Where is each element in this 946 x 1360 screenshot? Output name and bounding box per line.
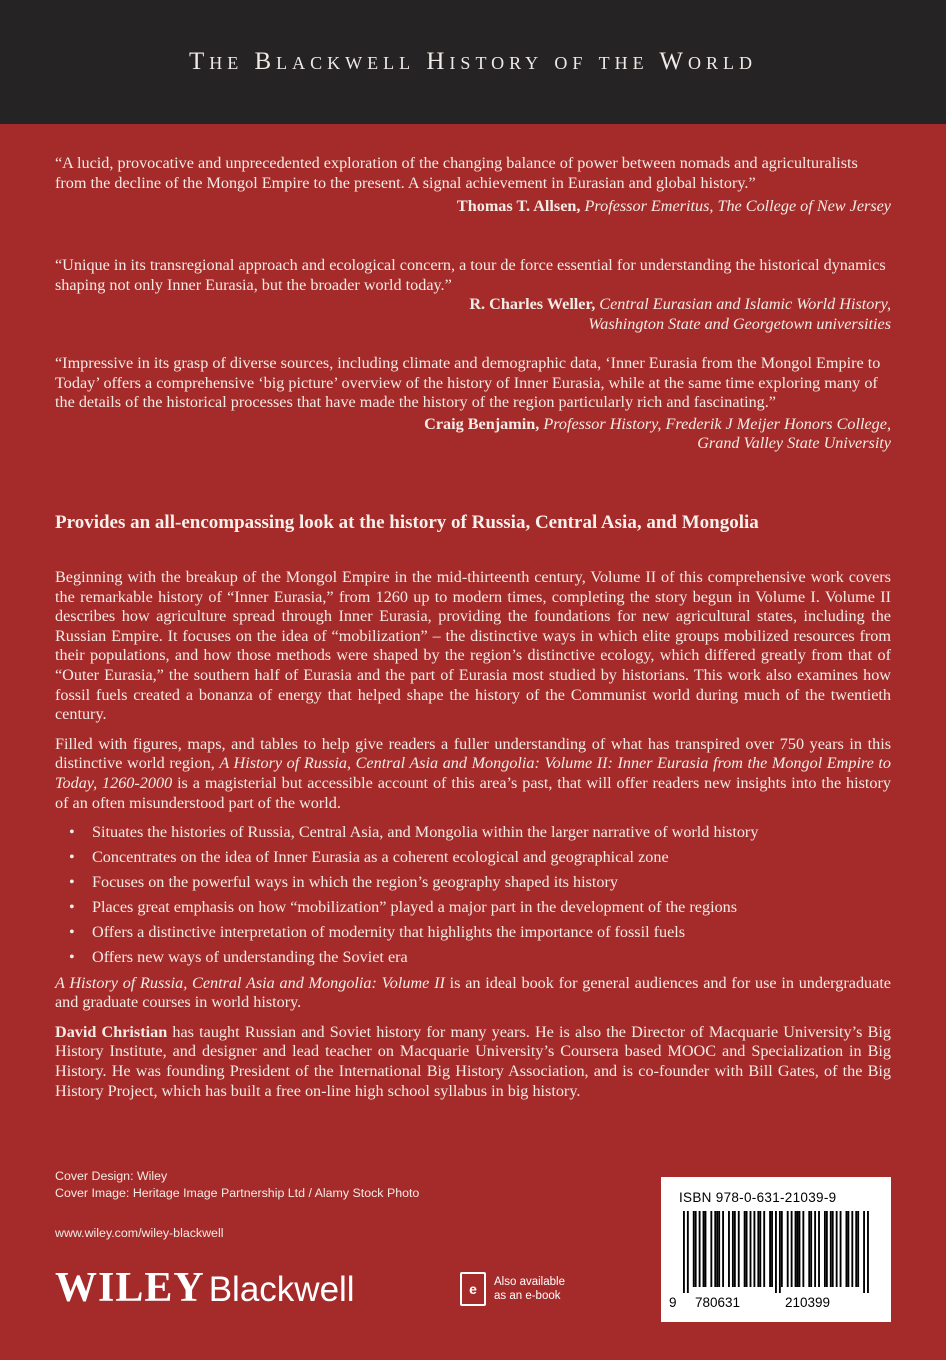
barcode-bar	[753, 1211, 755, 1287]
barcode-bar	[791, 1211, 793, 1287]
barcode-bar	[716, 1211, 718, 1287]
series-title: The Blackwell History of the World	[188, 48, 758, 75]
barcode-bar	[703, 1211, 705, 1287]
endorsement-2	[55, 256, 891, 334]
barcode-bar	[863, 1211, 865, 1293]
barcode-digit-first: 9	[669, 1295, 677, 1310]
barcode-bar	[851, 1211, 853, 1287]
ebook-icon: e	[460, 1272, 486, 1306]
series-banner	[0, 0, 946, 124]
barcode-bar	[687, 1211, 689, 1293]
endorser-role: Professor Emeritus, The College of New Jersey	[584, 197, 891, 216]
barcode-bar	[771, 1211, 773, 1287]
author-name: David Christian	[55, 1022, 168, 1041]
barcode-bar	[732, 1211, 734, 1287]
wiley-blackwell-logo	[55, 1264, 355, 1312]
barcode-bar	[738, 1211, 740, 1287]
barcode-bar	[750, 1211, 752, 1287]
endorsement-attribution	[55, 415, 891, 454]
ebook-line: Also available	[494, 1276, 565, 1288]
barcode-bar	[705, 1211, 707, 1287]
isbn-barcode-box	[661, 1177, 891, 1322]
barcode-digits-left: 780631	[695, 1295, 741, 1310]
book-title-italic: A History of Russia, Central Asia and Mongolia: Volume II	[55, 973, 445, 992]
barcode-bar	[710, 1211, 712, 1287]
barcode-bar	[683, 1211, 685, 1293]
barcode-bar	[757, 1211, 759, 1287]
barcode-bar	[826, 1211, 828, 1287]
barcode-bar	[722, 1211, 724, 1287]
barcode-bar	[695, 1211, 697, 1287]
endorser-name: Craig Benjamin,	[424, 414, 540, 433]
list-item: • Focuses on the powerful ways in which the region’s geography shaped its history	[55, 873, 891, 893]
isbn-label: ISBN 978-0-631-21039-9	[679, 1190, 837, 1205]
endorsement-quote: “Unique in its transregional approach and ecological concern, a tour de force essential for understanding the historical dynamics shaping not only Inner Eurasia, but the broader world today.”	[55, 256, 886, 294]
barcode-bar	[714, 1211, 716, 1287]
ebook-line: as an e-book	[494, 1290, 561, 1302]
endorsement-attribution	[55, 197, 891, 217]
endorser-role: Central Eurasian and Islamic World History,	[599, 295, 891, 314]
list-item: • Places great emphasis on how “mobilization” played a major part in the development of the regions	[55, 898, 891, 918]
text-span: is a magisterial but accessible account of this area’s past, that will offer readers new insights into the history of an often misunderstood part of the world.	[55, 773, 891, 812]
endorser-name: R. Charles Weller,	[469, 295, 596, 314]
list-item: • Offers new ways of understanding the Soviet era	[55, 948, 891, 968]
barcode-bar	[775, 1211, 777, 1293]
audience-paragraph	[55, 974, 891, 1013]
barcode-bar	[728, 1211, 730, 1287]
barcode-bar	[830, 1211, 832, 1287]
barcode-bar	[718, 1211, 720, 1287]
barcode-bar	[808, 1211, 810, 1287]
endorsement-quote: “Impressive in its grasp of diverse sources, including climate and demographic data, ‘Inner Eurasia from the Mongol Empire to Today’ offers a comprehensive ‘big picture’ overview of the history of Inner Eurasia, while at the same time exploring many of the details of the historical processes that have made the history of the region particularly rich and fascinating.”	[55, 354, 881, 412]
description-paragraph: Beginning with the breakup of the Mongol Empire in the mid-thirteenth century, Volume II of this comprehensive work covers the remarkable history of “Inner Eurasia,” from 1260 up to modern times, completing the story begun in Volume I. Volume II describes how agriculture spread through Inner Eurasia, providing the foundations for new agricultural states, including the Russian Empire. It focuses on the idea of “mobilization” – the distinctive ways in which elite groups mobilized resources from their populations, and how those methods were shaped by the region’s distinctive ecology, which differed greatly from that of “Outer Eurasia,” the southern half of Eurasia and the part of Eurasia most studied by historians. This work also examines how fossil fuels created a bonanza of energy that helped shape the history of the Communist world during much of the twentieth century.	[55, 568, 891, 724]
barcode-bar	[824, 1211, 826, 1287]
feature-list	[55, 823, 891, 968]
barcode-bar	[855, 1211, 857, 1287]
barcode-bar	[744, 1211, 746, 1287]
endorser-affiliation: Washington State and Georgetown universities	[588, 314, 891, 333]
endorser-name: Thomas T. Allsen,	[456, 197, 581, 216]
endorsement-quote: “A lucid, provocative and unprecedented exploration of the changing balance of power between nomads and agriculturalists from the decline of the Mongol Empire to the present. A signal achievement in Eurasian and global history.”	[55, 154, 858, 192]
barcode-bar	[797, 1211, 799, 1287]
barcode-bar	[693, 1211, 695, 1287]
barcode-bar	[763, 1211, 765, 1287]
cover-image-credit: Cover Image: Heritage Image Partnership Ltd / Alamy Stock Photo	[55, 1186, 420, 1200]
cover-design-credit: Cover Design: Wiley	[55, 1169, 168, 1183]
barcode-bar	[787, 1211, 789, 1287]
barcode-bar	[699, 1211, 701, 1287]
barcode-bar	[781, 1211, 783, 1287]
endorsement-3	[55, 354, 891, 454]
barcode-bar	[814, 1211, 816, 1287]
barcode-bar	[840, 1211, 842, 1287]
ebook-text	[494, 1275, 565, 1303]
barcode-bar	[746, 1211, 748, 1287]
description-paragraph	[55, 735, 891, 813]
barcode-bar	[857, 1211, 859, 1287]
book-tagline: Provides an all-encompassing look at the history of Russia, Central Asia, and Mongolia	[55, 512, 759, 533]
barcode-bar	[799, 1211, 801, 1287]
text-span: Filled with figures, maps, and tables to help give readers a fuller understanding of what has transpired over 750 years in this distinctive world region,	[55, 734, 891, 773]
barcode-bar	[769, 1211, 771, 1287]
barcode-bar	[847, 1211, 849, 1287]
barcode-bar	[832, 1211, 834, 1287]
barcode-bar	[734, 1211, 736, 1287]
author-bio	[55, 1023, 891, 1101]
list-item: • Offers a distinctive interpretation of modernity that highlights the importance of fossil fuels	[55, 923, 891, 943]
publisher-url[interactable]: www.wiley.com/wiley-blackwell	[55, 1226, 224, 1240]
barcode-bar	[795, 1211, 797, 1287]
endorser-affiliation: Grand Valley State University	[697, 434, 891, 453]
blackwell-wordmark: Blackwell	[208, 1270, 355, 1309]
barcode-icon	[683, 1211, 869, 1293]
book-title-italic: A History of Russia, Central Asia and Mongolia: Volume II: Inner Eurasia from the Mongol Empire to Today, 1260-2000	[55, 754, 891, 792]
list-item: • Situates the histories of Russia, Central Asia, and Mongolia within the larger narrative of world history	[55, 823, 891, 843]
text-span: has taught Russian and Soviet history for many years. He is also the Director of Macquarie University’s Big History Institute, and designer and lead teacher on Macquarie University’s Coursera based MOOC and Specialization in Big History. He was founding President of the International Big History Association, and is co-founder with Bill Gates, of the Big History Project, which has built a free on-line high school syllabus in big history.	[55, 1022, 891, 1100]
barcode-bar	[810, 1211, 812, 1287]
barcode-digits-right: 210399	[785, 1295, 831, 1310]
barcode-bar	[836, 1211, 838, 1287]
barcode-bar	[867, 1211, 869, 1293]
text-span: is an ideal book for general audiences and for use in undergraduate and graduate courses in world history.	[55, 973, 891, 1012]
list-item: • Concentrates on the idea of Inner Eurasia as a coherent ecological and geographical zone	[55, 848, 891, 868]
barcode-bar	[818, 1211, 820, 1287]
endorser-role: Professor History, Frederik J Meijer Honors College,	[543, 414, 891, 433]
endorsement-attribution	[55, 295, 891, 334]
cover-credits	[55, 1168, 419, 1202]
barcode-bar	[759, 1211, 761, 1287]
endorsement-1	[55, 154, 891, 217]
book-description	[55, 568, 891, 1111]
barcode-bar	[779, 1211, 781, 1293]
wiley-wordmark: WILEY	[55, 1265, 205, 1311]
barcode-bar	[846, 1211, 848, 1287]
barcode-bar	[802, 1211, 804, 1287]
ebook-notice	[460, 1272, 565, 1306]
